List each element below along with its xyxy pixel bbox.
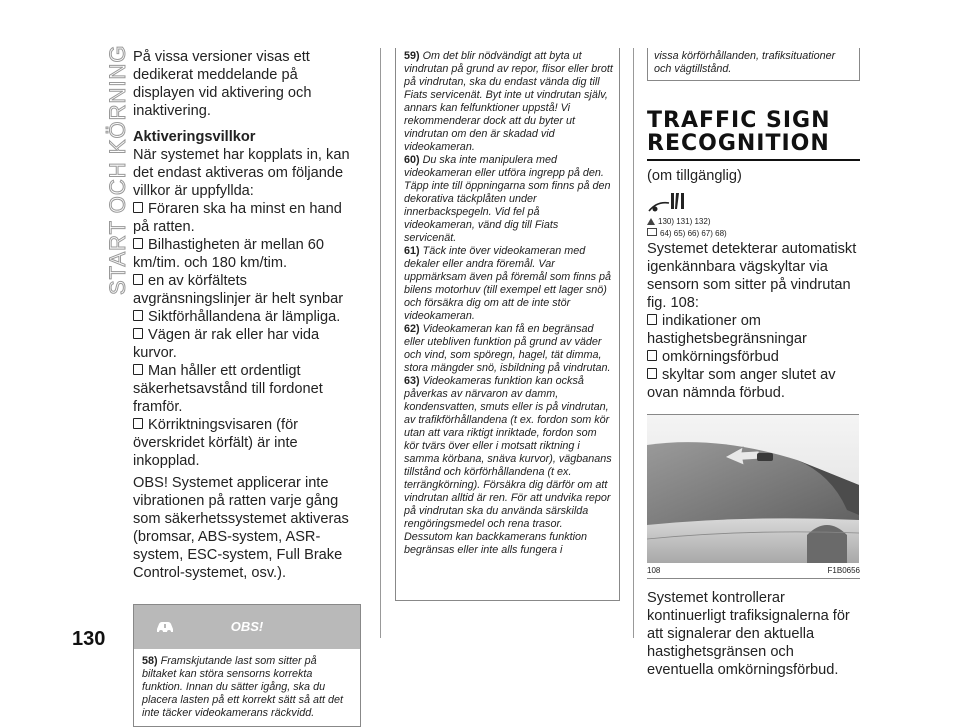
obs-paragraph: OBS! Systemet applicerar inte vibrationen på ratten varje gång som säkerhetssystemet aktiveras (bromsar, ABS-system, ASR-system, ESC-system, Full Brake Control-systemet, osv.). (133, 475, 349, 581)
bullet-box-icon (133, 202, 143, 213)
page-number: 130 (72, 628, 106, 650)
note-62: 62) Videokameran kan få en begränsad eller utebliven funktion på grund av väder och vind, som spöregn, hagel, tät dimma, stora mängder snö, isbildning på vindrutan. (404, 323, 611, 374)
tsr-icon-row (647, 189, 860, 215)
chapter-side-title-text: START OCH KÖRNING (105, 44, 130, 295)
note-61: 61) Täck inte över videokameran med dekaler eller andra föremål. Var uppmärksam även på föremål som finns på bilens motorhuv (till exempel ett lager snö) och försäkra dig om att de inte stör videokameran. (404, 245, 612, 322)
system-monitoring-paragraph: Systemet kontrollerar kontinuerligt trafiksignalerna för att signalerar den aktuella hastighetsgränsen och eventuella omkörningsförbud. (647, 590, 850, 678)
section-title: TRAFFIC SIGN RECOGNITION (647, 109, 860, 161)
book-icon (647, 228, 657, 236)
conditions-list (133, 200, 361, 470)
note-continuation: vissa körförhållanden, trafiksituationer och vägtillstånd. (654, 50, 836, 75)
list-item: Siktförhållandena är lämpliga. (133, 308, 361, 326)
column-2 (395, 48, 620, 601)
section-heading: Aktiveringsvillkor (133, 129, 256, 145)
sign-types-list (647, 312, 860, 402)
column-3 (647, 48, 860, 679)
note-60: 60) Du ska inte manipulera med videokameran eller utföra ingrepp på den. Täpp inte till öppningarna som finns på den dekorativa täckplåten under innerbackspegeln. Vid fel på videokameran, vänd dig till Fiats servicenät. (404, 154, 611, 244)
list-item: Bilhastigheten är mellan 60 km/tim. och 180 km/tim. (133, 237, 325, 271)
bullet-box-icon (133, 328, 143, 339)
figure-caption (647, 566, 860, 579)
note-59: 59) Om det blir nödvändigt att byta ut vindrutan på grund av repor, flisor eller brott på vindrutan, ska du endast vända dig till Fiats servicenät. Byt inte ut vindrutan själv, annars kan felfunktioner uppstå! Vi rekommenderar dock att du byter ut vindrutan om den är skadad vid videokameran. (404, 50, 613, 153)
bullet-box-icon (647, 368, 657, 379)
bullet-box-icon (647, 314, 657, 325)
windshield-camera-illustration (647, 415, 859, 563)
column-divider (380, 48, 381, 638)
notes-box (395, 48, 620, 601)
obs-note-box (133, 604, 361, 727)
bullet-box-icon (133, 364, 143, 375)
list-item: Vägen är rak eller har vida kurvor. (133, 327, 320, 361)
warning-references: 130) 131) 132) (647, 217, 860, 226)
obs-note-header (134, 605, 360, 649)
note-63: 63) Videokameras funktion kan också påverkas av närvaron av damm, kondensvatten, smuts eller is på vindrutan, av trafikförhållandena (t ex. fordon som kör utan att vara riktigt inriktade, fordon som kör tvärs över eller i motsatt riktning i samma körbana, snäva kurvor), vägbanans tillstånd och körförhållandena (t ex. terrängkörning). Försäkra dig därför om att vindrutan alltid är ren. För att undvika repor på vindrutan ska du använda särskilda rengöringsmedel och rena trasor. Dessutom kan backkamerans funktion begränsas eller inte alls fungera i (404, 375, 612, 556)
column-1 (133, 48, 361, 727)
obs-note-label: OBS! (230, 619, 264, 634)
list-item: Man håller ett ordentligt säkerhetsavstånd till fordonet framför. (133, 363, 323, 415)
list-item: skyltar som anger slutet av ovan nämnda förbud. (647, 367, 836, 401)
list-item: Körriktningsvisaren (för överskridet körfält) är inte inkopplad. (133, 417, 299, 469)
conditions-lead: När systemet har kopplats in, kan det endast aktiveras om följande villkor är uppfyllda: (133, 147, 350, 199)
bullet-box-icon (133, 274, 143, 285)
traffic-sign-recognition-icon (647, 189, 687, 215)
book-references: 64) 65) 66) 67) 68) (647, 228, 860, 238)
chapter-side-title (75, 40, 130, 300)
figure-windshield-camera (647, 414, 859, 563)
figure-code: F1B0656 (827, 566, 860, 575)
column-divider (633, 48, 634, 638)
bullet-box-icon (647, 350, 657, 361)
list-item: en av körfältets avgränsningslinjer är helt synbar (133, 273, 344, 307)
availability-note: (om tillgänglig) (647, 168, 742, 184)
bullet-box-icon (133, 310, 143, 321)
bullet-box-icon (133, 238, 143, 249)
note-58: 58) Framskjutande last som sitter på biltaket kan störa sensorns korrekta funktion. Innan du sätter igång, ska du placera lasten på ett korrekt sätt så att det inte täcker videokamerans räckvidd. (142, 655, 344, 719)
list-item: omkörningsförbud (647, 348, 860, 366)
continued-note-box (647, 48, 860, 81)
bullet-box-icon (133, 418, 143, 429)
intro-paragraph: På vissa versioner visas ett dedikerat meddelande på displayen vid aktivering och inaktivering. (133, 49, 312, 119)
warning-triangle-icon (647, 218, 655, 225)
list-item: indikationer om hastighetsbegränsningar (647, 313, 807, 347)
system-description: Systemet detekterar automatiskt igenkännbara vägskyltar via sensorn som sitter på vindrutan fig. 108: (647, 241, 857, 311)
list-item: Föraren ska ha minst en hand på ratten. (133, 201, 342, 235)
figure-number: 108 (647, 566, 661, 575)
obs-note-body (134, 649, 360, 726)
